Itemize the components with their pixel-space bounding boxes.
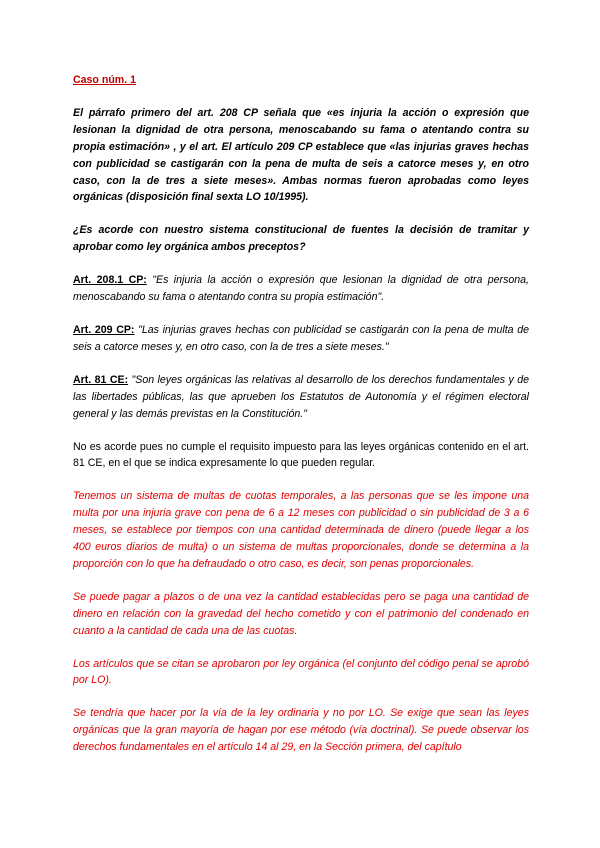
article-209-paragraph bbox=[73, 322, 529, 356]
case-title: Caso núm. 1 bbox=[73, 74, 136, 86]
note-fines-system: Tenemos un sistema de multas de cuotas temporales, a las personas que se les impone una multa por una injuria grave con pena de 6 a 12 meses con publicidad o sin publicidad de 3 a 6 meses, se establece por tiempos con una cantidad determinada de dinero (puede llegar a los 400 euros diarios de multa) o un sistema de multas proporcionales, donde se determina a la proporción con lo que ha defraudado o otro caso, es decir, son penas proporcionales. bbox=[73, 490, 529, 570]
note-payment-installments: Se puede pagar a plazos o de una vez la cantidad establecidas pero se paga una cantidad de dinero en relación con la gravedad del hecho cometido y con el patrimonio del condenado en cuanto a la cantidad de cada una de las cuotas. bbox=[73, 590, 529, 637]
note-organic-law-approval: Los artículos que se citan se aprobaron por ley orgánica (el conjunto del código penal se aprobó por LO). bbox=[73, 657, 529, 687]
case-question: ¿Es acorde con nuestro sistema constitucional de fuentes la decisión de tramitar y aprobar como ley orgánica ambos preceptos? bbox=[73, 224, 529, 254]
article-208-text: "Es injuria la acción o expresión que lesionan la dignidad de otra persona, menoscabando su fama o atentando contra su propia estimación". bbox=[73, 274, 529, 304]
article-81-label: Art. 81 CE: bbox=[73, 373, 129, 386]
answer-paragraph: No es acorde pues no cumple el requisito impuesto para las leyes orgánicas contenido en el art. 81 CE, en el que se indica expresamente lo que pueden regular. bbox=[73, 440, 529, 470]
note-ordinary-law: Se tendría que hacer por la vía de la ley ordinaria y no por LO. Se exige que sean las leyes orgánicas que la gran mayoría de hagan por ese método (vía doctrinal). Se puede observar los derechos fundamentales en el artículo 14 al 29, en la Sección primera, del capítulo bbox=[73, 707, 529, 754]
article-209-text: "Las injurias graves hechas con publicidad se castigarán con la pena de multa de seis a catorce meses y, en otro caso, con la de tres a siete meses." bbox=[73, 323, 529, 353]
article-81-text: "Son leyes orgánicas las relativas al desarrollo de los derechos fundamentales y de las libertades públicas, las que aprueben los Estatutos de Autonomía y el régimen electoral general y las demás previstas en la Constitución." bbox=[73, 373, 529, 420]
article-209-label: Art. 209 CP: bbox=[73, 323, 135, 336]
article-208-label: Art. 208.1 CP: bbox=[73, 274, 147, 287]
document-content bbox=[73, 72, 529, 772]
article-208-paragraph bbox=[73, 272, 529, 306]
article-81-paragraph bbox=[73, 372, 529, 423]
case-intro: El párrafo primero del art. 208 CP señala que «es injuria la acción o expresión que lesionan la dignidad de otra persona, menoscabando su fama o atentando contra su propia estimación» , y el art. El artículo 209 CP establece que «las injurias graves hechas con publicidad se castigarán con la pena de multa de seis a catorce meses y, en otro caso, con la de tres a siete meses». Ambas normas fueron aprobadas como leyes orgánicas (disposición final sexta LO 10/1995). bbox=[73, 106, 529, 204]
